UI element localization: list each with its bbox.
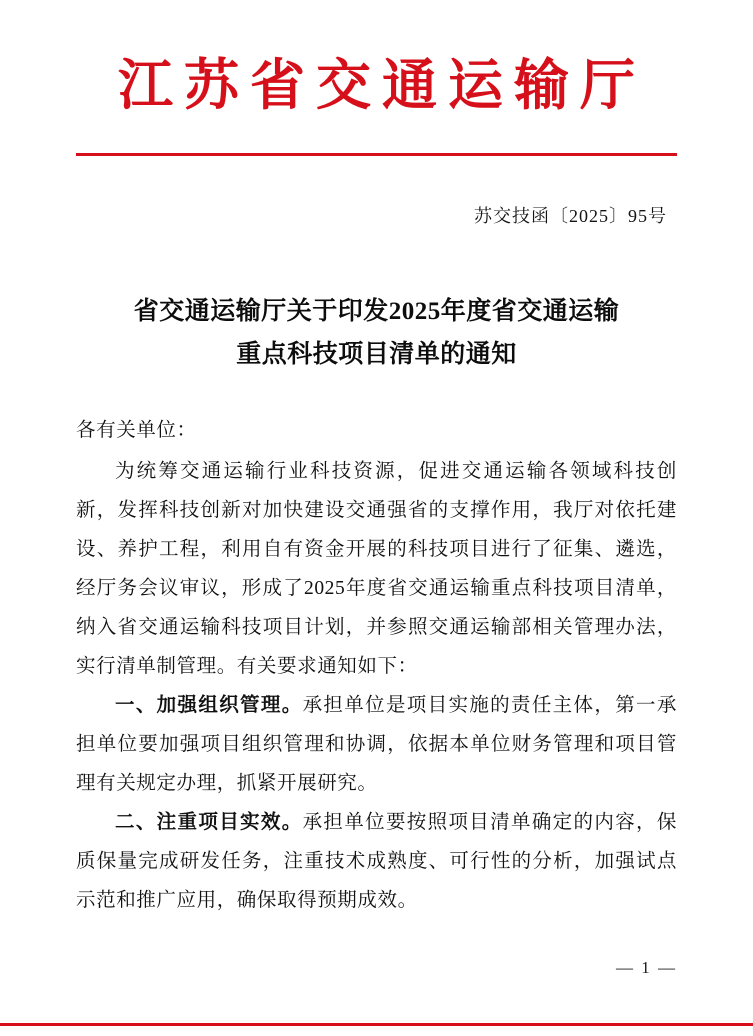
letterhead (76, 0, 677, 117)
document-number: 苏交技函〔2025〕95号 (474, 205, 667, 226)
paragraph-2-text: 承担单位是项目实施的责任主体，第一承担单位要加强项目组织管理和协调，依据本单位财务管理和项目管理有关规定办理，抓紧开展研究。 (76, 695, 677, 794)
page-number: — 1 — (616, 958, 677, 977)
paragraph-1-text: 为统筹交通运输行业科技资源，促进交通运输各领域科技创新，发挥科技创新对加快建设交通强省的支撑作用，我厅对依托建设、养护工程，利用自有资金开展的科技项目进行了征集、遴选，经厅务会议审议，形成了2025年度省交通运输重点科技项目清单，纳入省交通运输科技项目计划，并参照交通运输部相关管理办法，实行清单制管理。有关要求通知如下： (76, 461, 677, 677)
paragraph-2-lead: 一、加强组织管理。 (115, 695, 303, 716)
footer-divider (0, 1023, 753, 1026)
paragraph-3-text: 承担单位要按照项目清单确定的内容，保质保量完成研发任务，注重技术成熟度、可行性的分析，加强试点示范和推广应用，确保取得预期成效。 (76, 812, 677, 911)
paragraph-3 (76, 803, 677, 920)
salutation: 各有关单位： (76, 420, 197, 441)
paragraph-3-lead: 二、注重项目实效。 (115, 812, 303, 833)
document-number-row (76, 202, 677, 228)
document-title (76, 290, 677, 378)
document-title-line-1: 省交通运输厅关于印发2025年度省交通运输 (133, 297, 620, 325)
document-body (76, 411, 677, 920)
document-title-line-2: 重点科技项目清单的通知 (236, 341, 517, 369)
issuing-organization-title: 江苏省交通运输厅 (117, 55, 646, 116)
paragraph-1 (76, 452, 677, 686)
letterhead-divider (76, 153, 677, 156)
paragraph-2 (76, 686, 677, 803)
